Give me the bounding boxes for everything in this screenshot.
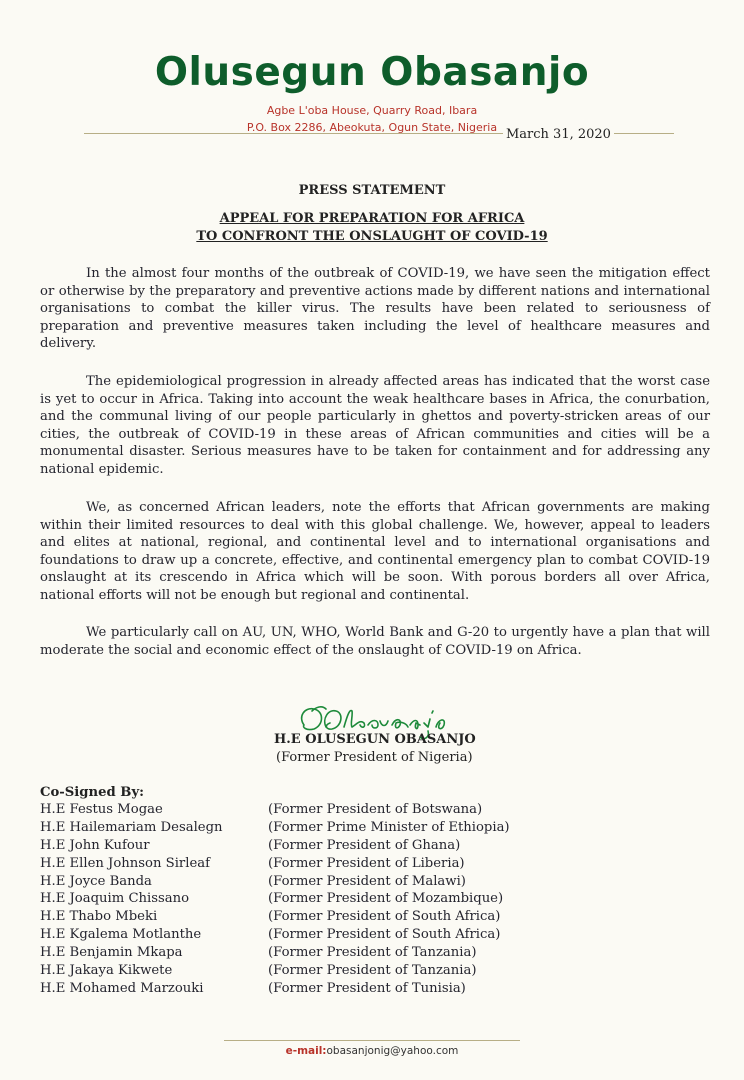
cosigner-role: (Former President of South Africa) (268, 927, 501, 943)
cosigner-role: (Former President of Tunisia) (268, 980, 466, 996)
cosigner-row (40, 944, 700, 962)
body-paragraph: We, as concerned African leaders, note the efforts that African governments are making within their limited resources to deal with this global challenge. We, however, appeal to leaders and elites at national, regional, and continental level and to international organisations and foundations to draw up a concrete, effective, and continental emergency plan to combat COVID-19 onslaught at its crescendo in Africa which will be soon. With porous borders all over Africa, national efforts will not be enough but regional and continental. (40, 500, 710, 603)
cosigner-row (40, 801, 700, 819)
appeal-title-line2: TO CONFRONT THE ONSLAUGHT OF COVID-19 (196, 229, 548, 244)
cosigner-row (40, 962, 700, 980)
footer-divider (224, 1040, 520, 1041)
cosigner-name: H.E Ellen Johnson Sirleaf (40, 855, 210, 871)
body-paragraph: The epidemiological progression in already affected areas has indicated that the worst case is yet to occur in Africa. Taking into account the weak healthcare bases in Africa, the conurbation, and the communal living of our people particularly in ghettos and poverty-stricken areas of our cities, the outbreak of COVID-19 in these areas of African communities and cities will be a monumental disaster. Serious measures have to be taken for containment and for addressing any national epidemic. (40, 374, 710, 477)
appeal-title-line1: APPEAL FOR PREPARATION FOR AFRICA (219, 211, 525, 226)
cosigner-row (40, 890, 700, 908)
cosigner-role: (Former President of South Africa) (268, 909, 501, 925)
cosigned-label: Co-Signed By: (40, 785, 144, 800)
cosigner-list (40, 801, 700, 998)
cosigner-role: (Former President of Liberia) (268, 855, 465, 871)
cosigner-name: H.E Benjamin Mkapa (40, 945, 183, 961)
signatory-title: (Former President of Nigeria) (276, 750, 473, 765)
cosigner-row (40, 819, 700, 837)
cosigner-name: H.E Thabo Mbeki (40, 909, 158, 925)
letterhead-name: Olusegun Obasanjo (154, 50, 590, 95)
cosigner-name: H.E Mohamed Marzouki (40, 980, 204, 996)
cosigner-row (40, 873, 700, 891)
cosigner-role: (Former President of Tanzania) (268, 945, 477, 961)
cosigner-row (40, 837, 700, 855)
cosigner-name: H.E Kgalema Motlanthe (40, 927, 202, 943)
footer-email (0, 1045, 744, 1057)
cosigner-name: H.E Joaquim Chissano (40, 891, 190, 907)
body-paragraph: We particularly call on AU, UN, WHO, World Bank and G-20 to urgently have a plan that will moderate the social and economic effect of the onslaught of COVID-19 on Africa. (40, 625, 710, 658)
cosigner-row (40, 908, 700, 926)
cosigner-name: H.E Jakaya Kikwete (40, 963, 173, 979)
cosigner-name: H.E Joyce Banda (40, 873, 152, 889)
letterhead-address-line1: Agbe L'oba House, Quarry Road, Ibara (266, 104, 478, 117)
statement-date: March 31, 2020 (503, 127, 614, 142)
cosigner-role: (Former President of Ghana) (268, 837, 461, 853)
cosigner-role: (Former President of Mozambique) (268, 891, 504, 907)
cosigner-role: (Former President of Botswana) (268, 802, 483, 817)
cosigner-row (40, 926, 700, 944)
email-address-link[interactable]: obasanjonig@yahoo.com (326, 1045, 459, 1057)
email-label: e-mail: (285, 1045, 327, 1057)
cosigner-row (40, 855, 700, 873)
letterhead-address-line2: P.O. Box 2286, Abeokuta, Ogun State, Nigeria (246, 121, 498, 134)
press-statement-heading: PRESS STATEMENT (298, 183, 446, 198)
cosigner-role: (Former Prime Minister of Ethiopia) (268, 819, 510, 835)
cosigner-name: H.E John Kufour (40, 837, 150, 853)
signatory-name: H.E OLUSEGUN OBASANJO (274, 732, 476, 747)
cosigner-name: H.E Hailemariam Desalegn (40, 819, 223, 835)
cosigner-row (40, 980, 700, 998)
cosigner-role: (Former President of Tanzania) (268, 963, 477, 979)
body-paragraph: In the almost four months of the outbreak of COVID-19, we have seen the mitigation effect or otherwise by the preparatory and preventive actions made by different nations and international organisations to combat the killer virus. The results have been related to seriousness of preparation and preventive measures taken including the level of healthcare measures and delivery. (40, 266, 710, 352)
cosigner-name: H.E Festus Mogae (40, 802, 163, 817)
cosigner-role: (Former President of Malawi) (268, 873, 466, 889)
